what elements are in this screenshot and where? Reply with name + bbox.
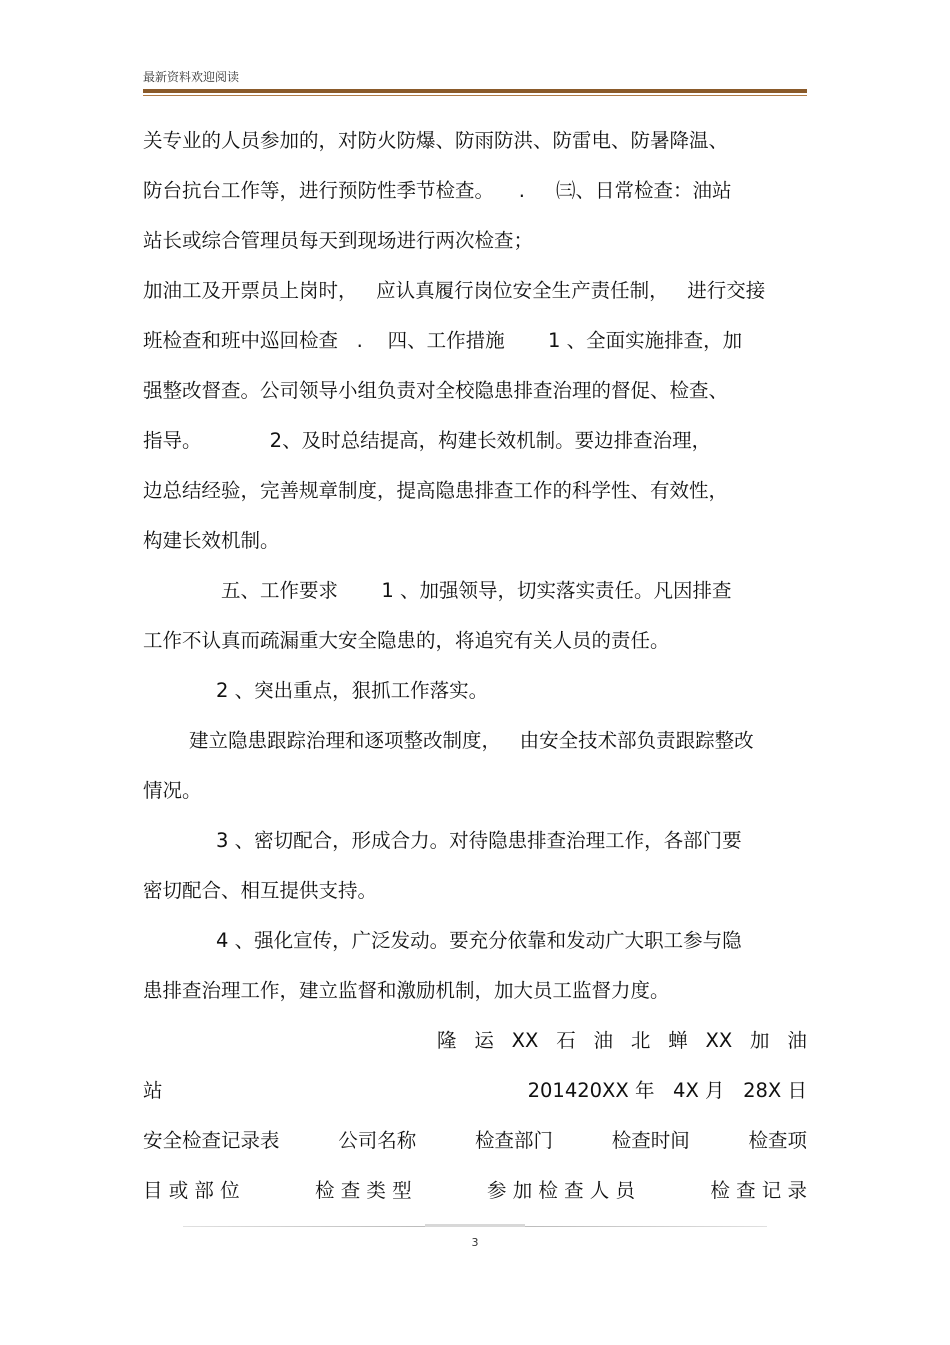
signature-org-part: 加 — [750, 1029, 770, 1052]
table-header: 安全检查记录表 — [143, 1129, 280, 1152]
body-line: 建立隐患跟踪治理和逐项整改制度， 由安全技术部负责跟踪整改 — [189, 729, 754, 752]
signature-org — [437, 1029, 807, 1053]
table-header: 检 查 类 型 — [315, 1179, 412, 1202]
table-header: 检 查 记 录 — [710, 1179, 807, 1202]
body-line: 站长或综合管理员每天到现场进行两次检查； — [143, 229, 534, 252]
page-number: 3 — [471, 1236, 479, 1249]
header-rule — [143, 89, 807, 93]
table-header: 检查部门 — [474, 1129, 553, 1152]
signature-org-part: XX — [511, 1029, 539, 1052]
body-line: 工作不认真而疏漏重大安全隐患的，将追究有关人员的责任。 — [143, 629, 670, 652]
body-line: 2 、突出重点，狠抓工作落实。 — [216, 679, 489, 702]
header-rule-thin — [143, 95, 807, 96]
signature-org-part: 北 — [630, 1029, 651, 1052]
signature-org-part: 石 — [556, 1029, 576, 1052]
body-line: 加油工及开票员上岗时， 应认真履行岗位安全生产责任制， 进行交接 — [143, 279, 766, 302]
signature-org-part: 运 — [474, 1029, 494, 1052]
body-line: 班检查和班中巡回检查 . 四、工作措施 1 、全面实施排查，加 — [143, 329, 743, 352]
body-line: 患排查治理工作，建立监督和激励机制，加大员工监督力度。 — [143, 979, 670, 1002]
body-line: 指导。 2、及时总结提高，构建长效机制。要边排查治理， — [143, 429, 712, 452]
signature-org-part: 油 — [787, 1029, 807, 1052]
signature-date: 201420XX 年 4X 月 28X 日 — [527, 1079, 807, 1102]
table-header: 参 加 检 查 人 员 — [487, 1179, 635, 1202]
signature-org-part: XX — [705, 1029, 733, 1052]
header-title: 最新资料欢迎阅读 — [143, 70, 240, 84]
signature-station: 站 — [143, 1079, 163, 1102]
body-line: 构建长效机制。 — [143, 529, 280, 552]
signature-org-part: 隆 — [437, 1029, 457, 1052]
body-line: 3 、密切配合，形成合力。对待隐患排查治理工作，各部门要 — [216, 829, 742, 852]
table-header: 目 或 部 位 — [143, 1179, 240, 1202]
body-line: 边总结经验，完善规章制度，提高隐患排查工作的科学性、有效性， — [143, 479, 729, 502]
body-line: 五、工作要求 1 、加强领导，切实落实责任。凡因排查 — [221, 579, 732, 602]
signature-org-part: 油 — [593, 1029, 614, 1052]
footer-rule-accent — [425, 1224, 525, 1227]
body-line: 关专业的人员参加的，对防火防爆、防雨防洪、防雷电、防暑降温、 — [143, 129, 729, 152]
signature-org-part: 蝉 — [668, 1029, 688, 1052]
table-header: 检查项 — [748, 1129, 807, 1152]
body-line: 强整改督查。公司领导小组负责对全校隐患排查治理的督促、检查、 — [143, 379, 729, 402]
body-line: 防台抗台工作等，进行预防性季节检查。 . ㈢、日常检查：油站 — [143, 179, 732, 202]
table-header: 公司名称 — [338, 1129, 417, 1152]
table-headers-row-2 — [143, 1179, 807, 1203]
body-line: 密切配合、相互提供支持。 — [143, 879, 378, 902]
table-headers-row-1 — [143, 1129, 807, 1153]
body-line: 4 、强化宣传，广泛发动。要充分依靠和发动广大职工参与隐 — [216, 929, 742, 952]
body-line: 情况。 — [143, 779, 202, 802]
table-header: 检查时间 — [611, 1129, 690, 1152]
